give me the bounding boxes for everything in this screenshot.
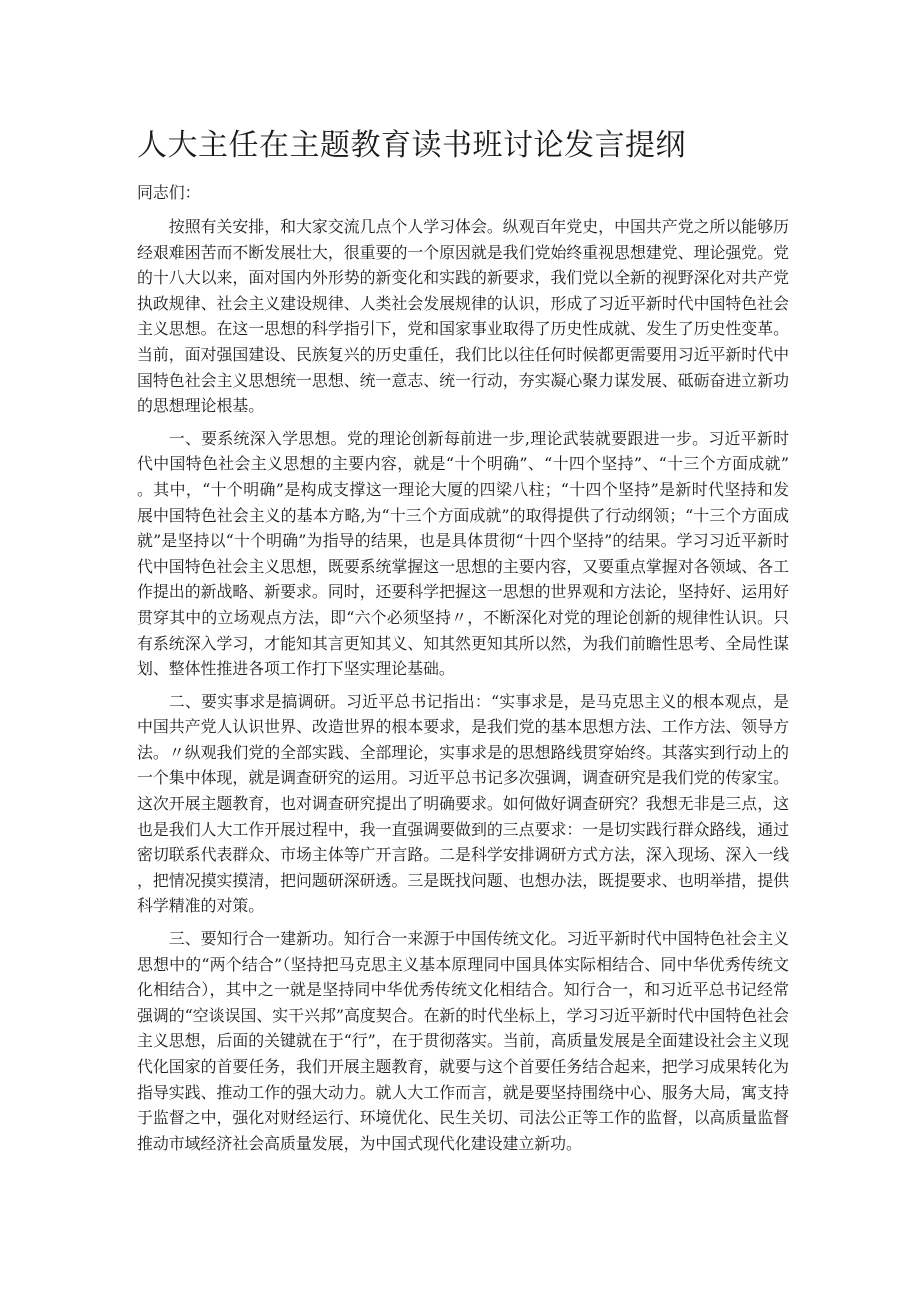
document-title: 人大主任在主题教育读书班讨论发言提纲 [137, 128, 686, 163]
paragraph-section-2: 二、要实事求是搞调研。习近平总书记指出：“实事求是，是马克思主义的根本观点，是中国共产党人认识世界、改造世界的根本要求，是我们党的基本思想方法、工作方法、领导方法。〃纵观我们党的全部实践、全部理论，实事求是的思想路线贯穿始终。其落实到行动上的一个集中体现，就是调查研究的运用。习近平总书记多次强调，调查研究是我们党的传家宝。这次开展主题教育，也对调查研究提出了明确要求。如何做好调查研究？我想无非是三点，这也是我们人大工作开展过程中，我一直强调要做到的三点要求：一是切实践行群众路线，通过密切联系代表群众、市场主体等广开言路。二是科学安排调研方式方法，深入现场、深入一线，把情况摸实摸清，把问题研深研透。三是既找问题、也想办法，既提要求、也明举措，提供科学精准的对策。 [137, 691, 789, 916]
paragraph-section-1: 一、要系统深入学思想。党的理论创新每前进一步,理论武装就要跟进一步。习近平新时代中国特色社会主义思想的主要内容，就是“十个明确”、“十四个坚持”、“十三个方面成就”。其中，“十个明确”是构成支撑这一理论大厦的四梁八柱；“十四个坚持”是新时代坚持和发展中国特色社会主义的基本方略,为“十三个方面成就”的取得提供了行动纲领；“十三个方面成就”是坚持以“十个明确”为指导的结果，也是具体贯彻“十四个坚持”的结果。学习习近平新时代中国特色社会主义思想，既要系统掌握这一思想的主要内容，又要重点掌握对各领域、各工作提出的新战略、新要求。同时，还要科学把握这一思想的世界观和方法论，坚持好、运用好贯穿其中的立场观点方法，即“六个必须坚持〃，不断深化对党的理论创新的规律性认识。只有系统深入学习，才能知其言更知其义、知其然更知其所以然，为我们前瞻性思考、全局性谋划、整体性推进各项工作打下坚实理论基础。 [137, 428, 789, 679]
document-body [137, 180, 789, 1163]
salutation: 同志们： [137, 183, 201, 202]
paragraph-section-3: 三、要知行合一建新功。知行合一来源于中国传统文化。习近平新时代中国特色社会主义思想中的“两个结合”（坚持把马克思主义基本原理同中国具体实际相结合、同中华优秀传统文化相结合），其中之一就是坚持同中华优秀传统文化相结合。知行合一，和习近平总书记经常强调的“空谈误国、实干兴邦”高度契合。在新的时代坐标上，学习习近平新时代中国特色社会主义思想，后面的关键就在于“行”，在于贯彻落实。当前，高质量发展是全面建设社会主义现代化国家的首要任务，我们开展主题教育，就要与这个首要任务结合起来，把学习成果转化为指导实践、推动工作的强大动力。就人大工作而言，就是要坚持围绕中心、服务大局，寓支持于监督之中，强化对财经运行、环境优化、民生关切、司法公正等工作的监督，以高质量监督推动市域经济社会高质量发展，为中国式现代化建设建立新功。 [137, 929, 789, 1153]
paragraph-intro: 按照有关安排，和大家交流几点个人学习体会。纵观百年党史，中国共产党之所以能够历经艰难困苦而不断发展壮大，很重要的一个原因就是我们党始终重视思想建党、理论强党。党的十八大以来，面对国内外形势的新变化和实践的新要求，我们党以全新的视野深化对共产党执政规律、社会主义建设规律、人类社会发展规律的认识，形成了习近平新时代中国特色社会主义思想。在这一思想的科学指引下，党和国家事业取得了历史性成就、发生了历史性变革。当前，面对强国建设、民族复兴的历史重任，我们比以往任何时候都更需要用习近平新时代中国特色社会主义思想统一思想、统一意志、统一行动，夯实凝心聚力谋发展、砥砺奋进立新功的思想理论根基。 [137, 217, 789, 416]
